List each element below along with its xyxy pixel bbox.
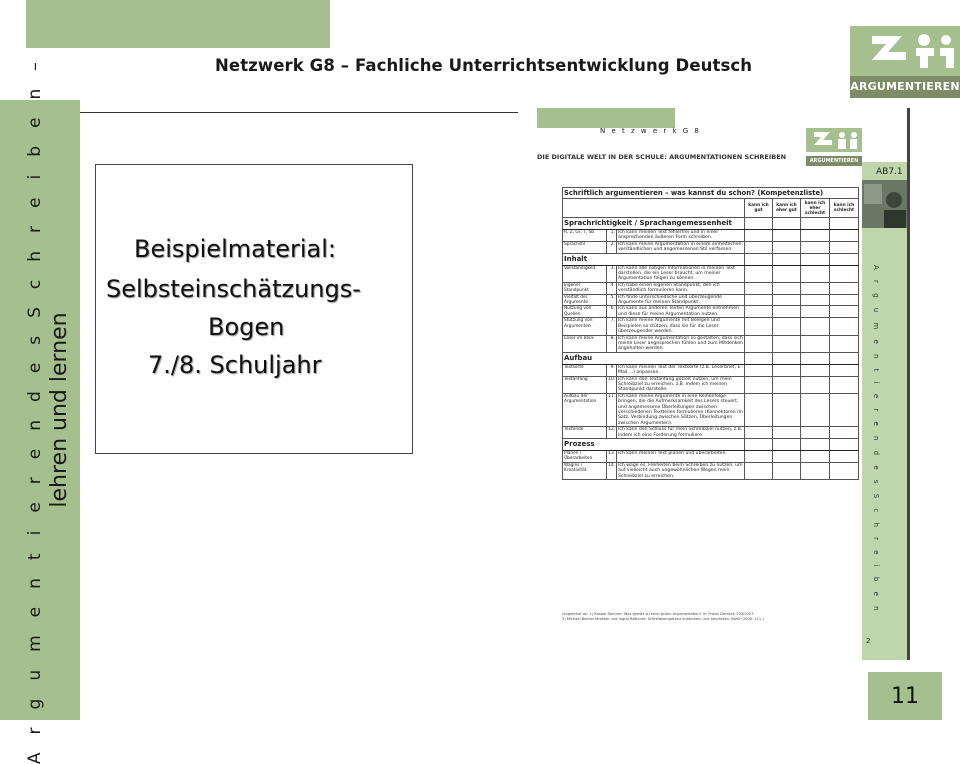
- worksheet-logo-icon: [806, 128, 862, 152]
- table-rating-checkbox[interactable]: [830, 393, 859, 426]
- competence-table-wrapper: [562, 187, 858, 480]
- table-rating-checkbox[interactable]: [745, 393, 773, 426]
- table-cell-number: 3.: [607, 265, 617, 282]
- table-cell-number: 9.: [607, 364, 617, 376]
- table-rating-checkbox[interactable]: [801, 241, 830, 253]
- table-cell-category: Textanfang: [563, 376, 607, 393]
- table-rating-checkbox[interactable]: [830, 318, 859, 335]
- textbox-line-2: Selbsteinschätzungs-: [106, 275, 361, 303]
- table-rating-checkbox[interactable]: [773, 230, 801, 242]
- table-rating-checkbox[interactable]: [801, 294, 830, 306]
- table-row: [563, 451, 859, 463]
- table-row: [563, 306, 859, 318]
- table-rating-checkbox[interactable]: [801, 462, 830, 479]
- table-section-cell: [830, 218, 859, 230]
- table-rating-checkbox[interactable]: [830, 241, 859, 253]
- table-rating-checkbox[interactable]: [745, 427, 773, 439]
- worksheet-logo: [806, 128, 862, 162]
- slide-number-box: [868, 672, 942, 720]
- table-rating-checkbox[interactable]: [830, 451, 859, 463]
- table-cell-statement: Ich kann alle nötigen Informationen in meinen Text darstellen, die ein Leser braucht, um meiner Argumentation folgen zu können.: [617, 265, 745, 282]
- table-section-cell: [773, 253, 801, 265]
- table-rating-checkbox[interactable]: [773, 376, 801, 393]
- table-cell-statement: Ich kann meine Argumentation in einem einheitlichen, verständlichen und angemessenen Stil verfassen.: [618, 241, 744, 253]
- sidebar-line-1: A r g u m e n t i e r e n d e s S c h r e i b e n –: [24, 55, 45, 764]
- table-rating-checkbox[interactable]: [745, 364, 773, 376]
- table-cell-statement: Ich kann meine Argumente in eine Reihenfolge bringen, die die Aufmerksamkeit des Lesers steuert, und angemessene Überleitungen zwischen verschiedenen Textteilen formulieren (Konnektoren im Satz, Verbindung zwischen Sätzen, Überleitungen zwischen Argumenten).: [618, 393, 743, 426]
- table-row: [563, 318, 859, 335]
- table-rating-checkbox[interactable]: [773, 241, 801, 253]
- table-row: [563, 282, 859, 294]
- footnote-2: 2) Michael Becker-Mrotzek und Ingrid Böttcher: Schreibkompetenz entwickeln und beurteilen. Berlin 2006: 111.): [562, 617, 764, 621]
- table-cell-category: Stützung von Argumenten: [563, 318, 607, 335]
- table-rating-checkbox[interactable]: [801, 364, 830, 376]
- table-row: [563, 364, 859, 376]
- table-section-row: [563, 352, 859, 364]
- table-rating-checkbox[interactable]: [773, 282, 801, 294]
- table-section-cell: [745, 352, 773, 364]
- table-rating-checkbox[interactable]: [745, 230, 773, 242]
- table-cell-number: 12.: [607, 427, 617, 439]
- table-header-row: [563, 199, 859, 218]
- table-section-cell: [773, 218, 801, 230]
- table-title: Schriftlich argumentieren – was kannst du schon? (Kompetenzliste): [563, 188, 859, 199]
- worksheet-network-label: N e t z w e r k G 8: [600, 127, 701, 135]
- table-rating-checkbox[interactable]: [745, 282, 773, 294]
- table-section-row: [563, 218, 859, 230]
- table-row: [563, 265, 859, 282]
- table-cell-number: 11.: [607, 393, 617, 426]
- argumentieren-logo: [850, 26, 960, 98]
- table-section-title: Prozess: [563, 439, 745, 451]
- table-row: [563, 335, 859, 352]
- table-cell-number: 8.: [607, 335, 617, 352]
- table-cell-category: Aufbau der Argumentation: [563, 393, 607, 426]
- table-cell-statement: Ich kann meinen Text planen und überarbeiten: [617, 451, 745, 463]
- table-cell-category: Textsorte: [563, 364, 607, 376]
- table-cell-category: Textende: [563, 427, 607, 439]
- table-cell-statement: Ich kann meinen Text fehlerfrei und in einer ansprechenden äußeren Form schreiben.: [617, 230, 745, 242]
- table-section-cell: [830, 352, 859, 364]
- table-rating-checkbox[interactable]: [773, 427, 801, 439]
- table-section-row: [563, 253, 859, 265]
- footnote-1: (angelehnt an: 1) Kaspar Spinner: Was gehört zu einer guten Argumentation? In: Praxis Deutsch 203/2007.: [562, 612, 755, 616]
- header-accent-bar: [26, 0, 330, 48]
- worksheet-header-band: [537, 108, 675, 128]
- header-divider: [80, 112, 518, 113]
- table-rating-checkbox[interactable]: [801, 318, 830, 335]
- table-section-cell: [801, 218, 830, 230]
- table-rating-checkbox[interactable]: [801, 393, 830, 426]
- table-cell-category: Planen / Überarbeiten: [563, 451, 607, 463]
- table-cell-number: 10.: [607, 376, 617, 393]
- table-section-cell: [745, 253, 773, 265]
- worksheet-edge: [907, 108, 910, 660]
- table-rating-checkbox[interactable]: [745, 376, 773, 393]
- table-section-row: [563, 439, 859, 451]
- worksheet-logo-wordmark: ARGUMENTIEREN: [806, 156, 862, 166]
- table-column-header: kann ich eher schlecht: [801, 199, 830, 218]
- table-section-cell: [830, 439, 859, 451]
- table-rating-checkbox[interactable]: [801, 282, 830, 294]
- worksheet-photo: [862, 180, 907, 228]
- table-cell-category: Vielfalt der Argumente: [563, 294, 607, 306]
- table-section-cell: [830, 253, 859, 265]
- table-cell-number: 1.: [607, 230, 617, 242]
- table-section-cell: [745, 439, 773, 451]
- table-section-cell: [773, 352, 801, 364]
- table-rating-checkbox[interactable]: [801, 335, 830, 352]
- table-section-title: Inhalt: [563, 253, 745, 265]
- table-cell-statement: Ich kann aus anderen Texten Argumente entnehmen und diese für meine Argumentation nutzen.: [617, 306, 745, 318]
- table-rating-checkbox[interactable]: [830, 376, 859, 393]
- table-cell-statement: Ich kann meine Argumente mit Belegen und Beispielen so stützen, dass sie für die Leser überzeugender werden.: [617, 318, 745, 335]
- sidebar-line-2: lehren und lernen: [46, 312, 72, 508]
- table-cell-statement: Ich finde unterschiedliche und überzeugende Argumente für meinen Standpunkt.: [617, 294, 745, 306]
- table-cell-statement: Ich wage es, Freiheiten beim Schreiben zu nutzen, um auf vielleicht auch ungewöhnlichen Wegen mein Schreibziel zu erreichen.: [618, 462, 743, 479]
- table-row: [563, 393, 859, 426]
- table-rating-checkbox[interactable]: [801, 230, 830, 242]
- sidebar-vertical-text: [8, 55, 88, 764]
- table-rating-checkbox[interactable]: [745, 462, 773, 479]
- table-rating-checkbox[interactable]: [830, 462, 859, 479]
- table-rating-checkbox[interactable]: [801, 427, 830, 439]
- table-rating-checkbox[interactable]: [773, 335, 801, 352]
- table-cell-number: 4.: [607, 282, 617, 294]
- table-cell-number: 5.: [607, 294, 617, 306]
- slide-number: 11: [891, 683, 919, 709]
- table-rating-checkbox[interactable]: [773, 294, 801, 306]
- textbox-line-4: 7./8. Schuljahr: [148, 351, 322, 379]
- table-rating-checkbox[interactable]: [801, 376, 830, 393]
- textbox-line-3: Bogen: [208, 313, 285, 341]
- table-rating-checkbox[interactable]: [745, 318, 773, 335]
- table-section-cell: [745, 218, 773, 230]
- header-title: Netzwerk G8 – Fachliche Unterrichtsentwicklung Deutsch: [215, 56, 753, 75]
- table-cell-number: 14.: [607, 462, 617, 479]
- classroom-photo-icon: [862, 180, 907, 228]
- logo-figures-icon: [850, 26, 960, 76]
- textbox-line-1: Beispielmaterial:: [134, 235, 336, 263]
- table-cell-category: Leser im Blick: [563, 335, 607, 352]
- table-rating-checkbox[interactable]: [830, 306, 859, 318]
- table-section-cell: [801, 253, 830, 265]
- table-section-title: Aufbau: [563, 352, 745, 364]
- table-row: [563, 241, 859, 253]
- table-rating-checkbox[interactable]: [773, 462, 801, 479]
- table-rating-checkbox[interactable]: [773, 265, 801, 282]
- table-section-cell: [801, 352, 830, 364]
- table-column-header: kann ich gut: [745, 199, 773, 218]
- table-cell-category: Sprachstil: [563, 241, 607, 253]
- table-rating-checkbox[interactable]: [801, 451, 830, 463]
- table-rating-checkbox[interactable]: [773, 364, 801, 376]
- table-cell-category: Nutzung von Quellen: [563, 306, 607, 318]
- table-cell-statement: Ich kann meine Argumentation so gestalten, dass sich meine Leser angesprochen fühlen und zum Mitdenken angehalten werden.: [618, 335, 743, 352]
- table-rating-checkbox[interactable]: [773, 306, 801, 318]
- table-rating-checkbox[interactable]: [801, 306, 830, 318]
- table-header-blank: [563, 199, 745, 218]
- table-cell-statement: Ich kann den Textanfang gezielt nutzen, um mein Schreibziel zu erreichen, z.B. indem ich meinen Standpunkt darstelle.: [617, 376, 745, 393]
- table-section-cell: [801, 439, 830, 451]
- table-row: [563, 294, 859, 306]
- worksheet-page-number: 2: [866, 637, 871, 645]
- table-rating-checkbox[interactable]: [801, 265, 830, 282]
- worksheet-footnotes: [562, 612, 858, 622]
- table-cell-category: R, Z, Gr, T, Sb: [563, 230, 607, 242]
- table-section-title: Sprachrichtigkeit / Sprachangemessenheit: [563, 218, 745, 230]
- table-rating-checkbox[interactable]: [773, 451, 801, 463]
- table-cell-category: Eigener Standpunkt: [563, 282, 607, 294]
- table-cell-number: 7.: [607, 318, 617, 335]
- table-column-header: kann ich eher gut: [773, 199, 801, 218]
- table-cell-number: 2.: [607, 241, 617, 253]
- table-column-header: kann ich schlecht: [830, 199, 859, 218]
- table-row: [563, 230, 859, 242]
- worksheet-vertical-text: A r g u m e n t i e r e n d e s S c h r e i b e n: [872, 265, 880, 615]
- competence-table: [562, 187, 859, 480]
- table-rating-checkbox[interactable]: [830, 427, 859, 439]
- material-textbox: [95, 164, 413, 454]
- table-cell-statement: Ich habe einen eigenen Standpunkt, den ich verständlich formulieren kann.: [617, 282, 745, 294]
- table-row: [563, 462, 859, 479]
- table-row: [563, 376, 859, 393]
- table-cell-statement: Ich kann den Schluss für mein Schreibziel nutzen, z.B. indem ich eine Forderung formuliere.: [617, 427, 745, 439]
- table-rating-checkbox[interactable]: [830, 282, 859, 294]
- table-cell-statement: Ich kann meinen Text der Textsorte (z.B. Leserbrief, E-Mail ...) anpassen.: [617, 364, 745, 376]
- table-rating-checkbox[interactable]: [773, 318, 801, 335]
- table-cell-category: Wagnis / Kreativität: [563, 462, 607, 479]
- worksheet-ab-label: AB7.1: [876, 167, 903, 177]
- table-rating-checkbox[interactable]: [830, 294, 859, 306]
- table-row: [563, 427, 859, 439]
- table-cell-category: Vollständigkeit: [563, 265, 607, 282]
- worksheet-subtitle: DIE DIGITALE WELT IN DER SCHULE: ARGUMENTATIONEN SCHREIBEN: [537, 153, 787, 161]
- table-rating-checkbox[interactable]: [745, 241, 773, 253]
- logo-wordmark: ARGUMENTIEREN: [850, 76, 960, 98]
- table-section-cell: [773, 439, 801, 451]
- table-cell-number: 13.: [607, 451, 617, 463]
- table-rating-checkbox[interactable]: [830, 364, 859, 376]
- table-rating-checkbox[interactable]: [745, 306, 773, 318]
- table-rating-checkbox[interactable]: [830, 265, 859, 282]
- table-rating-checkbox[interactable]: [830, 230, 859, 242]
- table-rating-checkbox[interactable]: [745, 335, 773, 352]
- table-rating-checkbox[interactable]: [745, 451, 773, 463]
- table-rating-checkbox[interactable]: [830, 335, 859, 352]
- table-rating-checkbox[interactable]: [745, 265, 773, 282]
- table-rating-checkbox[interactable]: [773, 393, 801, 426]
- table-rating-checkbox[interactable]: [745, 294, 773, 306]
- table-title-row: [563, 188, 859, 199]
- table-cell-number: 6.: [607, 306, 617, 318]
